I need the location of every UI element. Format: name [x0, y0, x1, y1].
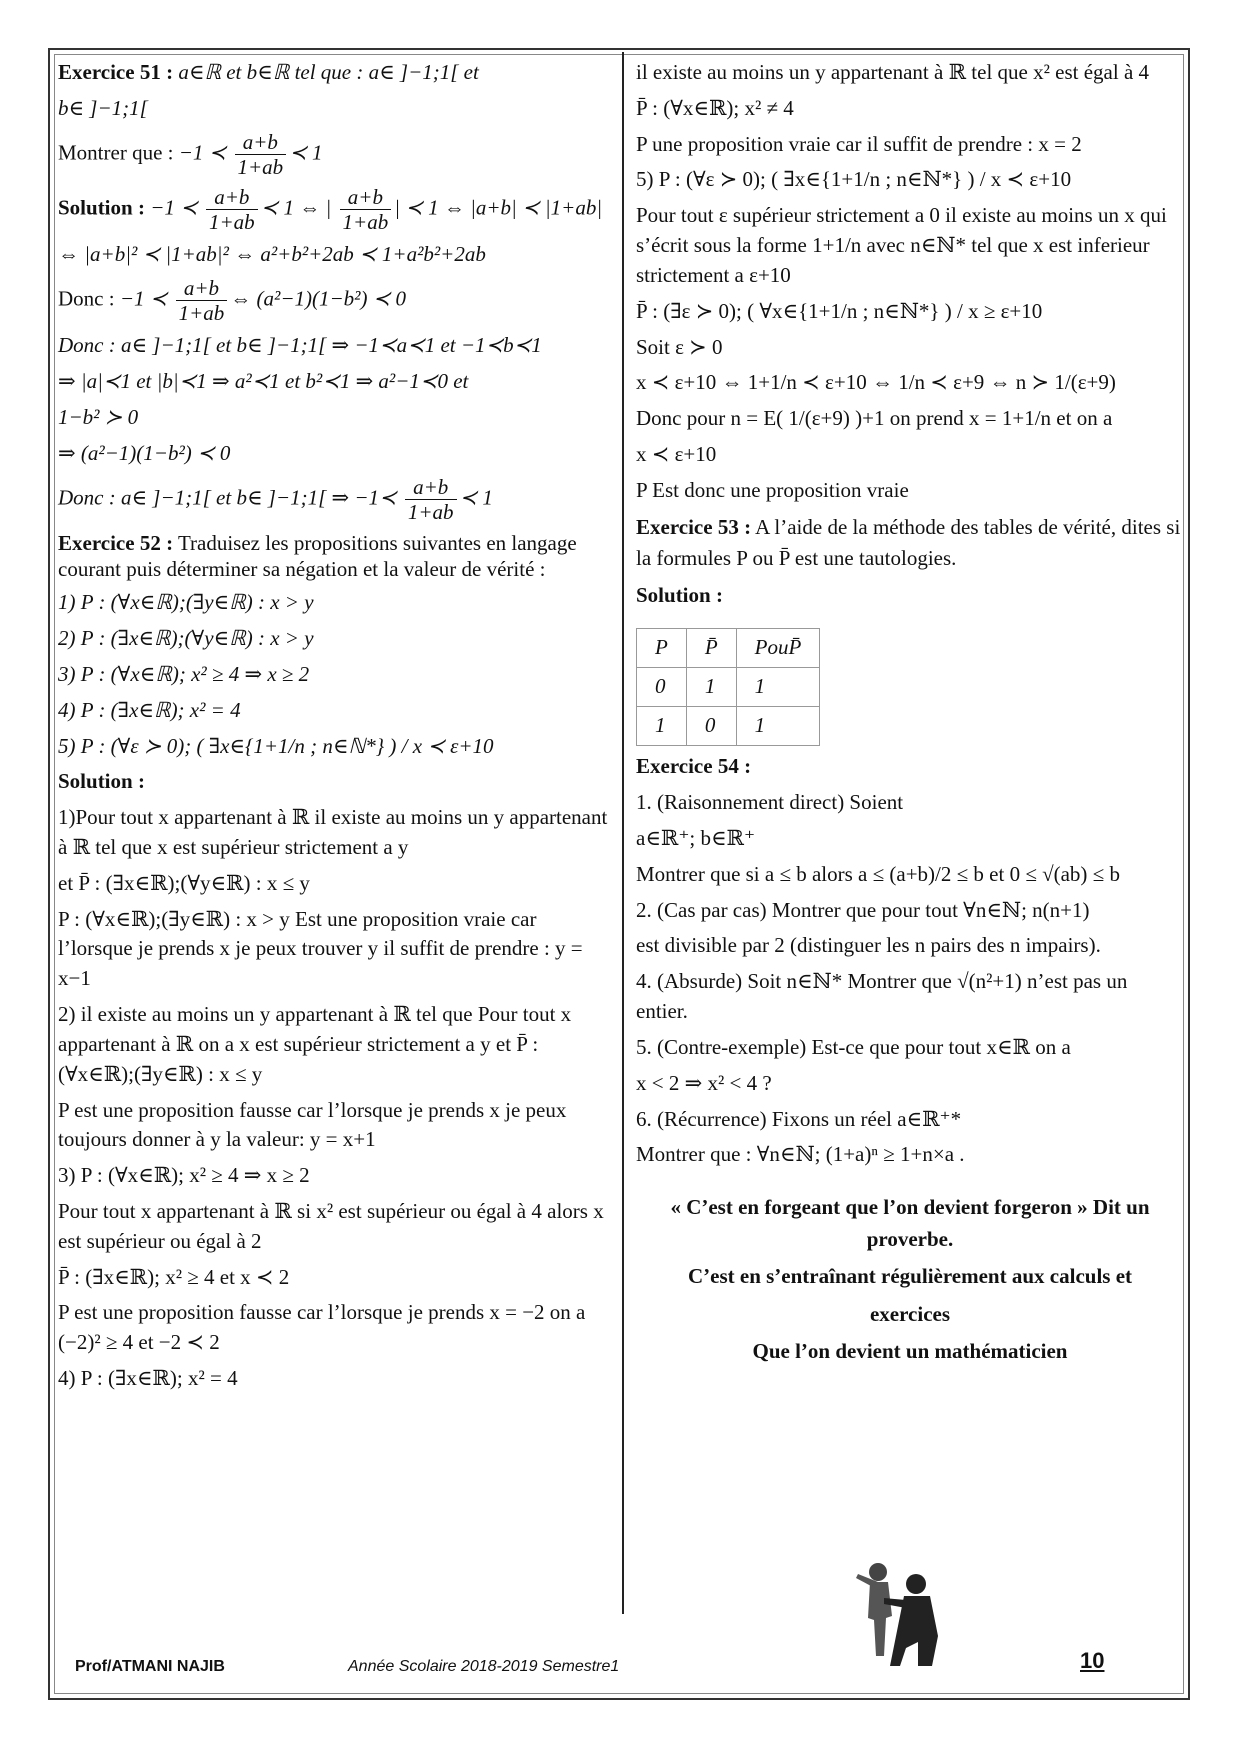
sol52-paragraphs	[58, 803, 610, 1394]
sol53-title: Solution :	[636, 582, 723, 607]
truth-table-cell: 1	[637, 707, 687, 746]
quote-line: Que l’on devient un mathématicien	[752, 1339, 1068, 1364]
proverb-quote	[636, 1192, 1184, 1368]
right-paragraph: Soit ε ≻ 0	[636, 334, 723, 359]
sol51-line2: ⇔ |a+b|² ≺ |1+ab|² ⇔ a²+b²+2ab ≺ 1+a²b²+2ab	[58, 242, 486, 267]
page-number: 10	[1080, 1648, 1105, 1673]
ex54-paragraph: x < 2 ⇒ x² < 4 ?	[636, 1070, 772, 1095]
right-paragraphs	[636, 58, 1184, 506]
ex51-statement: Exercice 51 : a∈ℝ et b∈ℝ tel que : a∈ ]−1;1[ et	[58, 60, 479, 84]
truth-table-cell: 1	[736, 707, 820, 746]
ex54-paragraph: a∈ℝ⁺; b∈ℝ⁺	[636, 826, 756, 850]
teacher-child-silhouette-logo	[848, 1556, 940, 1668]
truth-table-header-cell: P̄	[686, 629, 736, 668]
right-paragraph: P̄ : (∃ε ≻ 0); ( ∀x∈{1+1/n ; n∈ℕ*} ) / x ≥ ε+10	[636, 298, 1043, 323]
ex54-paragraph: Montrer que : ∀n∈ℕ; (1+a)ⁿ ≥ 1+n×a .	[636, 1142, 965, 1167]
footer-school-year: Année Scolaire 2018-2019 Semestre1	[348, 1658, 620, 1675]
right-paragraph: Donc pour n = E( 1/(ε+9) )+1 on prend x = 1+1/n et on a	[636, 406, 1113, 431]
quote-line: exercices	[869, 1301, 951, 1326]
ex54-paragraph: 2. (Cas par cas) Montrer que pour tout ∀n∈ℕ; n(n+1)	[636, 897, 1090, 922]
sol52-paragraph: 4) P : (∃x∈ℝ); x² = 4	[58, 1366, 238, 1390]
truth-table-header-cell: PouP̄	[736, 629, 820, 668]
right-column	[636, 58, 1184, 1374]
ex54-paragraph: est divisible par 2 (distinguer les n pairs des n impairs).	[636, 933, 1101, 958]
truth-table-cell: 0	[686, 707, 736, 746]
right-paragraph: 5) P : (∀ε ≻ 0); ( ∃x∈{1+1/n ; n∈ℕ*} ) / x ≺ ε+10	[636, 167, 1072, 192]
right-paragraph: P une proposition vraie car il suffit de prendre : x = 2	[636, 131, 1082, 156]
ex53-statement: Exercice 53 : A l’aide de la méthode des tables de vérité, dites si la formules P ou P̄ est une tautologies.	[636, 514, 1181, 571]
truth-table-row	[637, 668, 820, 707]
truth-table-cell: 1	[686, 668, 736, 707]
sol52-title: Solution :	[58, 769, 145, 794]
sol51-l4: 1−b² ≻ 0	[58, 404, 139, 429]
sol51-donc1: Donc : −1 ≺ $\frac{a+b}{1+ab}$ ⇔ (a²−1)(1−b²) ≺ 0	[58, 276, 407, 326]
quote-line: « C’est en forgeant que l’on devient forgeron » Dit un proverbe.	[670, 1195, 1150, 1251]
sol52-paragraph: Pour tout x appartenant à ℝ si x² est supérieur ou égal à 4 alors x est supérieur ou égal à 2	[58, 1198, 604, 1253]
sol51-l5: ⇒ (a²−1)(1−b²) ≺ 0	[58, 440, 231, 465]
sol52-paragraph: 2) il existe au moins un y appartenant à ℝ tel que Pour tout x appartenant à ℝ on a x est supérieur strictement a y et P̄ : (∀x∈ℝ);(∃y∈ℝ) : x ≤ y	[58, 1002, 572, 1086]
ex52-item: 3) P : (∀x∈ℝ); x² ≥ 4 ⇒ x ≥ 2	[58, 661, 310, 686]
right-paragraph: Pour tout ε supérieur strictement a 0 il existe au moins un x qui s’écrit sous la forme 1+1/n avec n∈ℕ* tel que x est inferieur strictement a ε+10	[636, 203, 1167, 287]
sol52-paragraph: 1)Pour tout x appartenant à ℝ il existe au moins un y appartenant à ℝ tel que x est supérieur strictement a y	[58, 805, 608, 859]
sol52-paragraph: P est une proposition fausse car l’lorsque je prends x = −2 on a (−2)² ≥ 4 et −2 ≺ 2	[58, 1300, 586, 1355]
sol52-paragraph: P : (∀x∈ℝ);(∃y∈ℝ) : x > y Est une proposition vraie car l’lorsque je prends x je peux trouver y il suffit de prendre : y = x−1	[58, 906, 583, 991]
sol51-l3: ⇒ |a|≺1 et |b|≺1 ⇒ a²≺1 et b²≺1 ⇒ a²−1≺0 et	[58, 369, 469, 394]
truth-table-cell: 1	[736, 668, 820, 707]
ex54-paragraph: Montrer que si a ≤ b alors a ≤ (a+b)/2 ≤ b et 0 ≤ √(ab) ≤ b	[636, 861, 1120, 886]
ex54-paragraph: 1. (Raisonnement direct) Soient	[636, 790, 904, 815]
ex54-paragraph: 6. (Récurrence) Fixons un réel a∈ℝ⁺*	[636, 1106, 962, 1131]
ex52-item: 1) P : (∀x∈ℝ);(∃y∈ℝ) : x > y	[58, 590, 314, 615]
ex52-statement: Exercice 52 : Traduisez les propositions suivantes en langage courant puis déterminer sa négation et la valeur de vérité :	[58, 530, 577, 582]
sol51-donc2: Donc : a∈ ]−1;1[ et b∈ ]−1;1[ ⇒ −1≺a≺1 et −1≺b≺1	[58, 333, 542, 358]
right-paragraph: x ≺ ε+10 ⇔ 1+1/n ≺ ε+10 ⇔ 1/n ≺ ε+9 ⇔ n ≻ 1/(ε+9)	[636, 370, 1116, 395]
left-column	[58, 58, 610, 1400]
truth-table-row	[637, 707, 820, 746]
ex54-title-line: Exercice 54 :	[636, 754, 752, 779]
right-paragraph: P̄ : (∀x∈ℝ); x² ≠ 4	[636, 95, 794, 120]
ex51-b: b∈ ]−1;1[	[58, 95, 148, 120]
sol52-paragraph: 3) P : (∀x∈ℝ); x² ≥ 4 ⇒ x ≥ 2	[58, 1163, 310, 1188]
truth-table-header	[637, 629, 820, 668]
ex51-show: Montrer que : −1 ≺ $\frac{a+b}{1+ab}$ ≺ 1	[58, 129, 323, 179]
truth-table	[636, 628, 820, 746]
ex52-item: 5) P : (∀ε ≻ 0); ( ∃x∈{1+1/n ; n∈ℕ*} ) / x ≺ ε+10	[58, 733, 494, 758]
ex54-paragraphs	[636, 788, 1184, 1170]
sol52-paragraph: P̄ : (∃x∈ℝ); x² ≥ 4 et x ≺ 2	[58, 1264, 290, 1289]
right-paragraph: P Est donc une proposition vraie	[636, 477, 909, 502]
right-paragraph: x ≺ ε+10	[636, 441, 717, 466]
ex54-paragraph: 5. (Contre-exemple) Est-ce que pour tout x∈ℝ on a	[636, 1034, 1071, 1059]
sol52-paragraph: P est une proposition fausse car l’lorsque je prends x je peux toujours donner à y la valeur: y = x+1	[58, 1097, 567, 1152]
quote-line: C’est en s’entraînant régulièrement aux calculs et	[687, 1264, 1133, 1289]
ex52-item: 2) P : (∃x∈ℝ);(∀y∈ℝ) : x > y	[58, 626, 314, 651]
sol51-line1: Solution : −1 ≺ $\frac{a+b}{1+ab}$ ≺ 1 ⇔ | $\frac{a+b}{1+ab}$ | ≺ 1 ⇔ |a+b| ≺ |1+ab|	[58, 184, 603, 235]
sol52-paragraph: et P̄ : (∃x∈ℝ);(∀y∈ℝ) : x ≤ y	[58, 870, 310, 895]
ex54-paragraph: 4. (Absurde) Soit n∈ℕ* Montrer que √(n²+1) n’est pas un entier.	[636, 969, 1128, 1024]
sol51-donc3: Donc : a∈ ]−1;1[ et b∈ ]−1;1[ ⇒ −1≺ $\frac{a+b}{1+ab}$ ≺ 1	[58, 474, 493, 524]
truth-table-cell: 0	[637, 668, 687, 707]
column-divider	[622, 52, 624, 1614]
footer-author: Prof/ATMANI NAJIB	[75, 1658, 225, 1675]
truth-table-header-cell: P	[637, 629, 687, 668]
ex52-items	[58, 588, 610, 761]
ex52-item: 4) P : (∃x∈ℝ); x² = 4	[58, 697, 241, 722]
right-paragraph: il existe au moins un y appartenant à ℝ tel que x² est égal à 4	[636, 60, 1150, 84]
